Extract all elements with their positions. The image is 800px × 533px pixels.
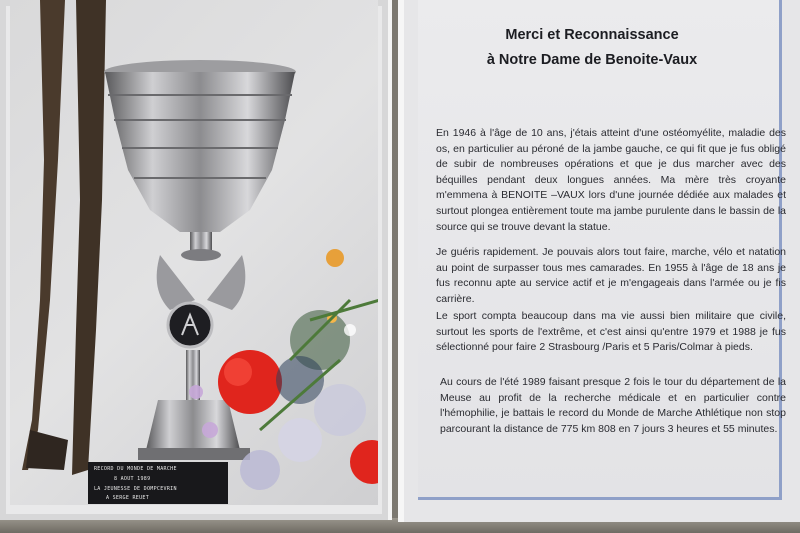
plaque-line-2: 8 AOUT 1989 bbox=[114, 476, 151, 482]
trophy-illustration bbox=[10, 0, 378, 505]
notice-title-line-1: Merci et Reconnaissance bbox=[505, 27, 679, 43]
plaque-line-1: RECORD DU MONDE DE MARCHE bbox=[94, 466, 177, 472]
trophy-photo bbox=[10, 0, 378, 505]
notice-paragraph-2: Je guéris rapidement. Je pouvais alors tout faire, marche, vélo et natation au point de surpasser tous mes camarades. En 1955 à l'âge de 18 ans je fus reconnu apte au service actif et je m'engageais dans l'armée ou je fis carrière. bbox=[436, 246, 786, 305]
notice-paragraph-3: Le sport compta beaucoup dans ma vie aussi bien militaire que civile, surtout les sports de l'extrême, et c'est ainsi qu'entre 1979 et 1988 je fus sélectionné pour faire 2 Strasbourg /Paris et 5 Paris/Colmar à pieds. bbox=[436, 310, 786, 354]
plaque-line-4: A SERGE REUET bbox=[106, 495, 150, 501]
notice-paragraph-4: Au cours de l'été 1989 faisant presque 2 fois le tour du département de la Meuse au profit de la recherche médicale et en particulier contre l'hémophilie, je battais le record du Monde de Marche Athlétique non stop parcourant la distance de 775 km 808 en 7 jours 3 heures et 55 minutes. bbox=[440, 376, 786, 435]
photo-frame bbox=[0, 0, 392, 520]
notice-title-line-2: à Notre Dame de Benoite-Vaux bbox=[486, 52, 698, 68]
plaque-line-3: LA JEUNESSE DE DOMPCEVRIN bbox=[94, 486, 177, 492]
notice-paragraph-1: En 1946 à l'âge de 10 ans, j'étais atteint d'une ostéomyélite, maladie des os, en particulier au péroné de la jambe gauche, ce qui fit que je fus obligé de subir de nombreuses opérations et que je dus marcher avec des béquilles pendant deux longues années. Ma mère très croyante m'emmena à BENOITE –VAUX lors d'une journée dédiée aux malades et surtout plongea entièrement toute ma jambe purulente dans le bassin de la source qui se trouve devant la statue. bbox=[436, 127, 786, 233]
